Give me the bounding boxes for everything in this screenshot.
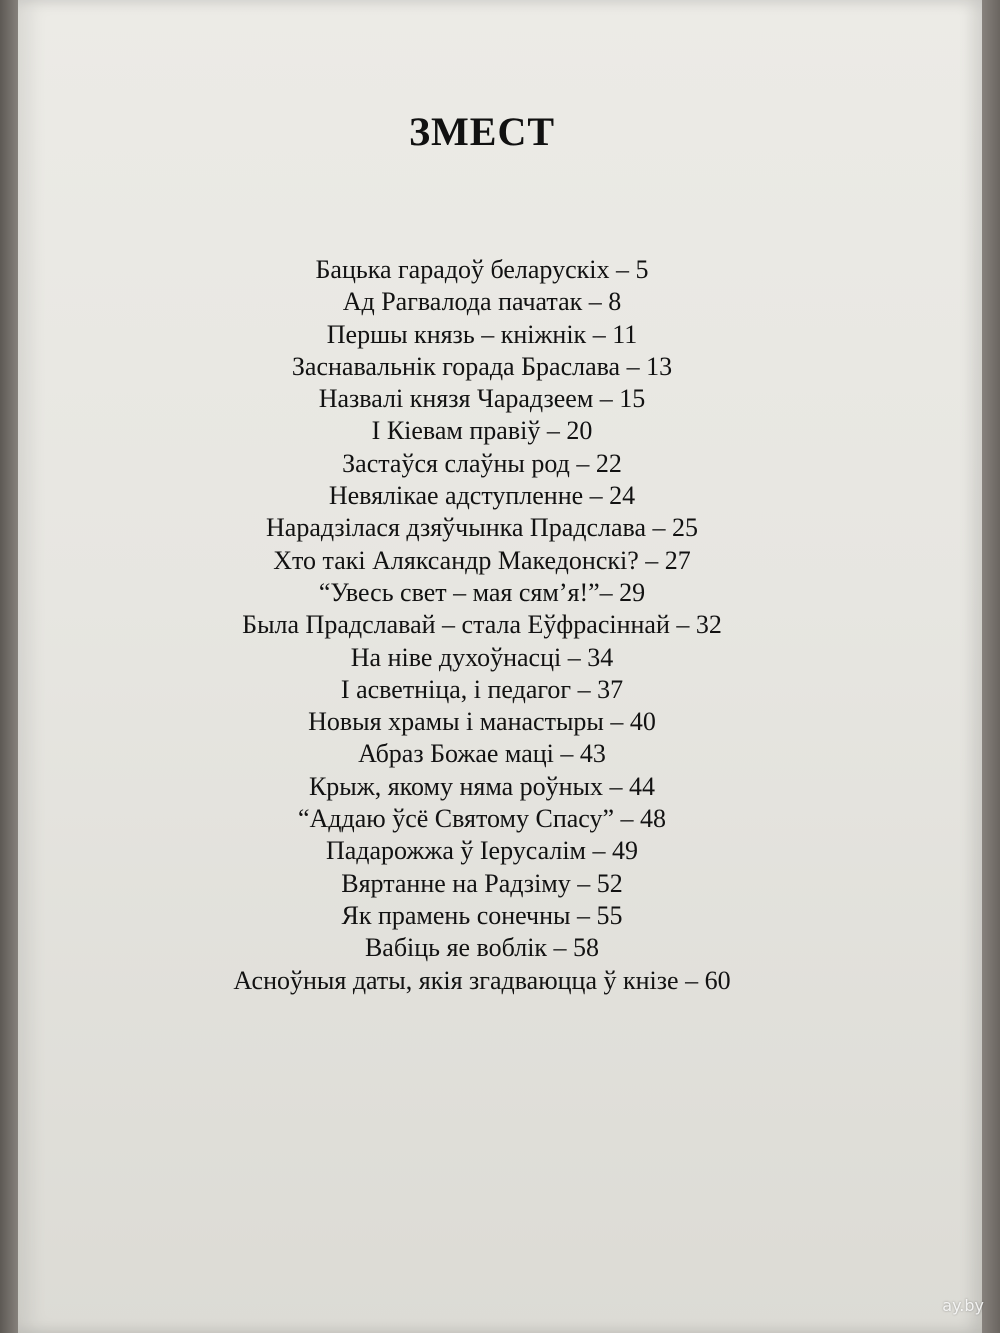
toc-item-13: На ніве духоўнасці – 34: [350, 642, 614, 672]
toc-item-17: Крыж, якому няма роўных – 44: [308, 771, 656, 801]
watermark: ay.by: [942, 1296, 984, 1315]
toc-item-1: Бацька гарадоў беларускіх – 5: [315, 255, 649, 284]
toc-item-22: Вабіць яе воблік – 58: [364, 933, 600, 963]
toc-item-4: Заснавальнік горада Браслава – 13: [291, 351, 673, 381]
toc-item-12: Была Прадславай – стала Еўфрасіннай – 32: [242, 610, 722, 640]
toc-item-18: “Аддаю ўсё Святому Спасу” – 48: [297, 804, 667, 834]
toc-item-21: Як прамень сонечны – 55: [341, 900, 623, 930]
page-title: ЗМЕСТ: [408, 109, 556, 154]
toc-item-14: І асветніца, і педагог – 37: [340, 674, 624, 704]
toc-item-6: І Кіевам правіў – 20: [371, 416, 593, 446]
toc-item-8: Невялікае адступленне – 24: [328, 481, 636, 511]
toc-item-16: Абраз Божае маці – 43: [358, 739, 606, 769]
toc-item-11: “Увесь свет – мая сям’я!”– 29: [318, 577, 646, 607]
toc-item-9: Нарадзілася дзяўчынка Прадслава – 25: [266, 513, 698, 543]
toc-item-15: Новыя храмы і манастыры – 40: [308, 707, 656, 737]
table-of-contents: [0, 254, 982, 997]
toc-item-19: Падарожжа ў Іерусалім – 49: [325, 836, 639, 866]
toc-item-23: Асноўныя даты, якія згадваюцца ў кнізе – 60: [233, 965, 731, 995]
toc-item-3: Першы князь – кніжнік – 11: [326, 319, 638, 349]
toc-item-5: Назвалі князя Чарадзеем – 15: [318, 384, 646, 414]
toc-item-20: Вяртанне на Радзіму – 52: [341, 868, 623, 898]
toc-item-7: Застаўся слаўны род – 22: [342, 448, 622, 478]
toc-item-2: Ад Рагвалода пачатак – 8: [342, 287, 622, 317]
toc-item-10: Хто такі Аляксандр Македонскі? – 27: [273, 545, 691, 575]
